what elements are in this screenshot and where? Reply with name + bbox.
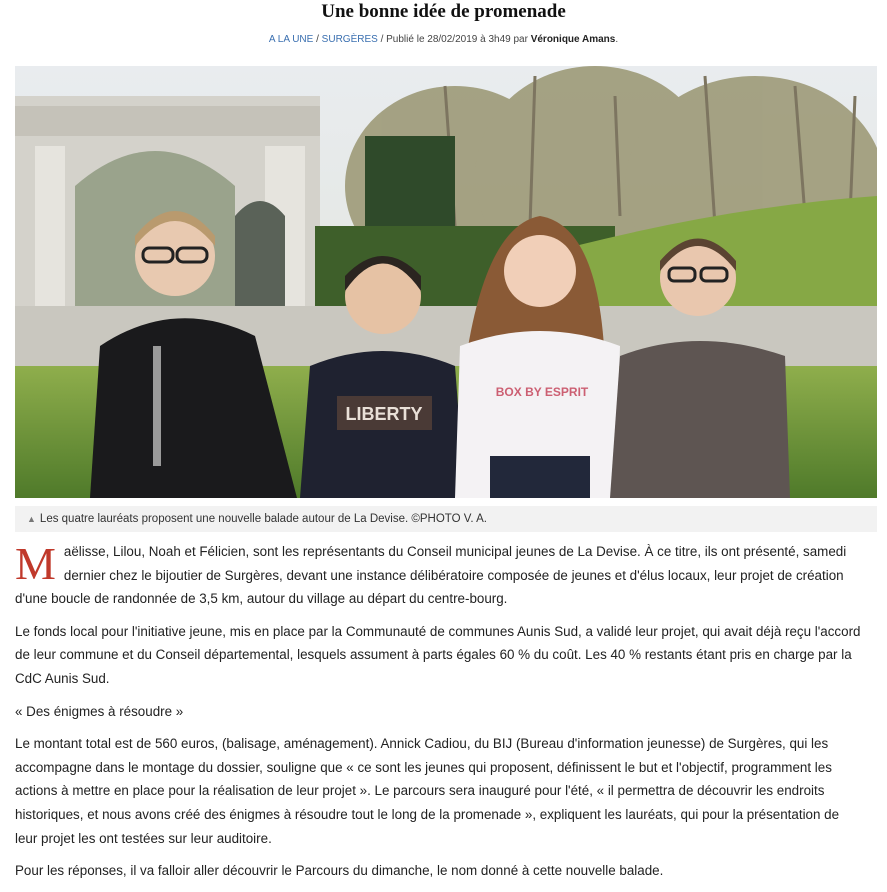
caption-text: Les quatre lauréats proposent une nouvelle balade autour de La Devise. ©PHOTO V. A.: [39, 513, 487, 525]
author-name[interactable]: Véronique Amans: [530, 34, 616, 45]
photo-illustration: [15, 66, 877, 498]
paragraph-2: Le fonds local pour l'initiative jeune, mis en place par la Communauté de communes Aunis Sud, a validé leur projet, qui avait déjà reçu l'accord de leur commune et du Conseil départemental, lesquels assument à parts égales 60 % du coût. Les 40 % restants étant pris en charge par la CdC Aunis Sud.: [15, 623, 861, 686]
meta-separator: /: [313, 34, 322, 45]
triangle-up-icon: ▲: [27, 514, 36, 524]
paragraph-1: [15, 540, 865, 611]
category-link-surgeres[interactable]: SURGÈRES: [321, 34, 378, 45]
meta-separator: /: [377, 34, 387, 45]
published-date: Publié le 28/02/2019 à 3h49 par: [386, 34, 531, 45]
drop-cap: M: [15, 538, 56, 589]
article-title: Une bonne idée de promenade: [321, 1, 566, 22]
category-link-a-la-une[interactable]: A LA UNE: [268, 34, 314, 45]
article-body: [15, 540, 865, 892]
paragraph-1-text: aëlisse, Lilou, Noah et Félicien, sont les représentants du Conseil municipal jeunes de La Devise. À ce titre, ils ont présenté, samedi dernier chez le bijoutier de Surgères, devant une instance délibératoire composée de jeunes et d'élus locaux, leur projet de création d'une boucle de randonnée de 3,5 km, autour du village au départ du centre-bourg.: [15, 544, 847, 607]
paragraph-3: Le montant total est de 560 euros, (balisage, aménagement). Annick Cadiou, du BIJ (Bureau d'information jeunesse) de Surgères, qui les accompagne dans le montage du dossier, souligne que « ce sont les jeunes qui proposent, définissent le but et l'objectif, programment les actions à mettre en place pour la réalisation de leur projet ». Le parcours sera inauguré pour l'été, « il permettra de découvrir les endroits historiques, et nous avons créé des énigmes à résoudre tout le long de la promenade », expliquent les lauréats, qui pour la présentation de leur projet les ont testées sur leur auditoire.: [15, 736, 840, 846]
sweatshirt-print: LIBERTY: [345, 404, 423, 424]
article-photo: [15, 66, 877, 498]
tshirt-print: BOX BY ESPRIT: [495, 385, 589, 399]
paragraph-4: Pour les réponses, il va falloir aller découvrir le Parcours du dimanche, le nom donné à cette nouvelle balade.: [15, 863, 664, 879]
photo-caption: [15, 506, 877, 532]
subheading: « Des énigmes à résoudre »: [15, 703, 184, 719]
article-meta: [0, 33, 887, 47]
meta-end: .: [615, 34, 619, 45]
